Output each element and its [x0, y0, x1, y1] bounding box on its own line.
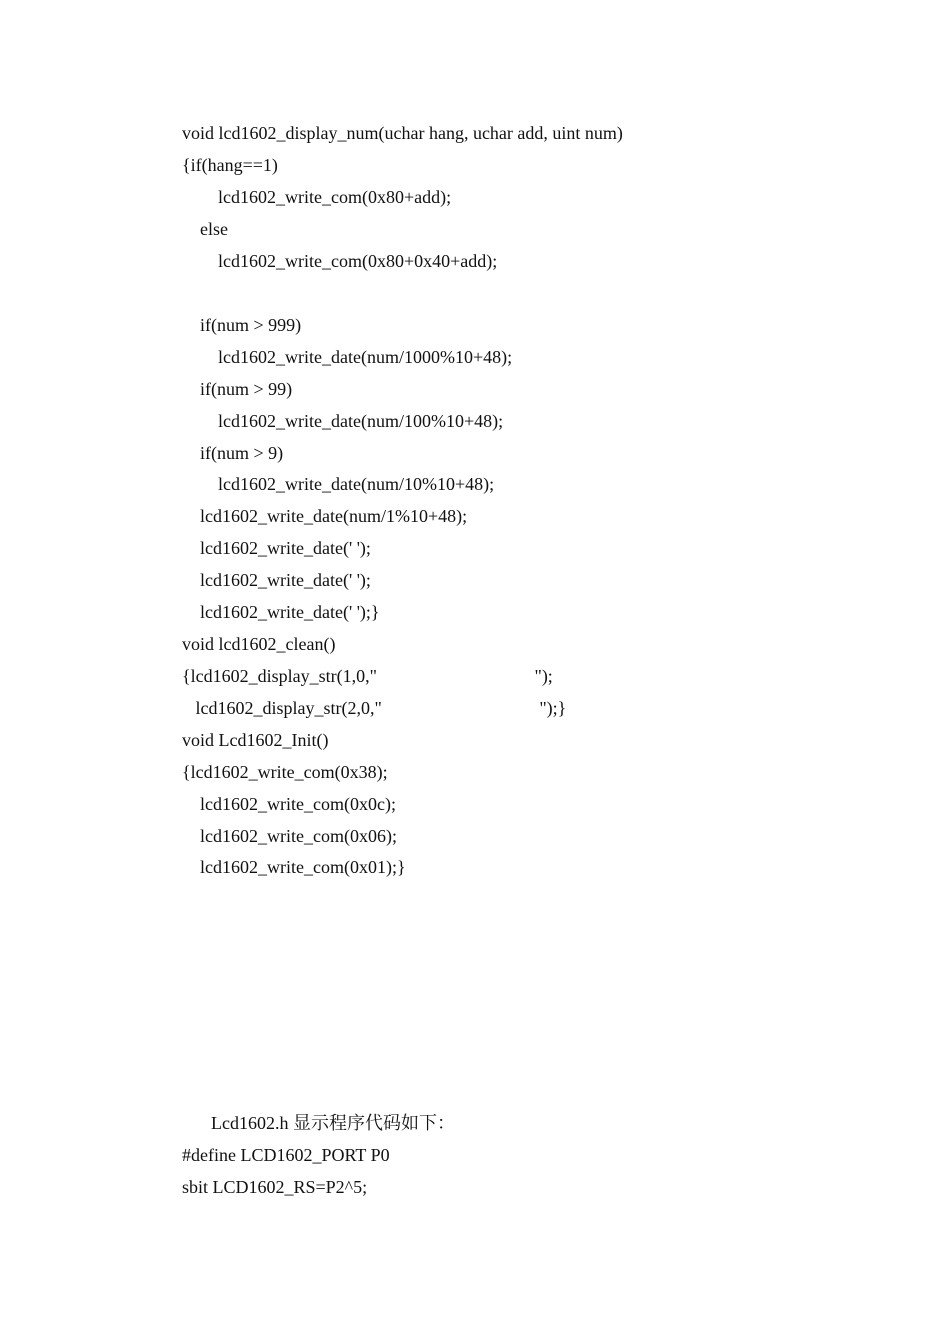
code-line: lcd1602_write_com(0x06);	[182, 826, 397, 846]
code-line: {lcd1602_display_str(1,0," ");	[182, 666, 553, 686]
code-line: if(num > 99)	[182, 379, 293, 399]
code-line: lcd1602_write_date(num/1%10+48);	[182, 506, 468, 526]
code-line: lcd1602_write_date(' ');}	[182, 602, 380, 622]
code-line: if(num > 9)	[182, 443, 284, 463]
code-line: else	[182, 219, 228, 239]
code-line: lcd1602_write_date(num/100%10+48);	[182, 411, 504, 431]
code-line: #define LCD1602_PORT P0	[182, 1145, 390, 1165]
code-line: void lcd1602_display_num(uchar hang, uchar add, uint num)	[182, 123, 623, 143]
code-line: lcd1602_write_date(' ');	[182, 538, 371, 558]
code-line: {if(hang==1)	[182, 155, 278, 175]
code-line: void lcd1602_clean()	[182, 634, 336, 654]
code-line: lcd1602_write_date(num/1000%10+48);	[182, 347, 513, 367]
code-line: void Lcd1602_Init()	[182, 730, 329, 750]
code-line: {lcd1602_write_com(0x38);	[182, 762, 388, 782]
code-line: lcd1602_display_str(2,0," ");}	[182, 698, 567, 718]
section-heading: Lcd1602.h 显示程序代码如下：	[211, 1113, 455, 1133]
code-line: lcd1602_write_com(0x0c);	[182, 794, 396, 814]
code-line: lcd1602_write_com(0x01);}	[182, 857, 406, 877]
code-line: lcd1602_write_com(0x80+0x40+add);	[182, 251, 498, 271]
code-line: lcd1602_write_date(' ');	[182, 570, 371, 590]
code-line: lcd1602_write_com(0x80+add);	[182, 187, 452, 207]
code-line: if(num > 999)	[182, 315, 302, 335]
code-line: lcd1602_write_date(num/10%10+48);	[182, 474, 495, 494]
code-line: sbit LCD1602_RS=P2^5;	[182, 1177, 368, 1197]
